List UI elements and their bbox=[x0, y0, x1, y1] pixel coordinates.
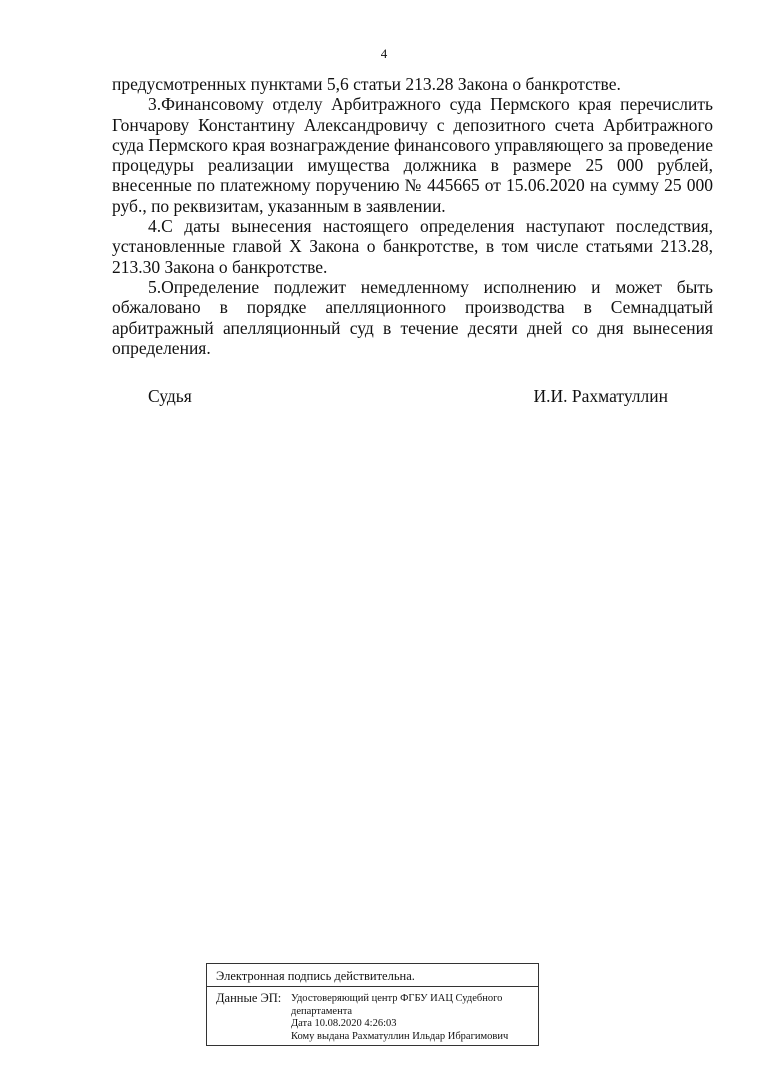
paragraph-5-appeal: 5.Определение подлежит немедленному исполнению и может быть обжаловано в порядке апелляционного производства в Семнадцатый арбитражный апелляционный суд в течение десяти дней со дня вынесения определения. bbox=[112, 276, 713, 358]
e-signature-label: Данные ЭП: bbox=[216, 991, 282, 1005]
e-signature-date: Дата 10.08.2020 4:26:03 bbox=[291, 1018, 397, 1029]
page-number: 4 bbox=[380, 46, 388, 61]
e-signature-details bbox=[291, 993, 508, 1043]
paragraph-3-payment: 3.Финансовому отделу Арбитражного суда Пермского края перечислить Гончарову Константину Александровичу с депозитного счета Арбитражного суда Пермского края вознаграждение финансового управляющего за проведение процедуры реализации имущества должника в размере 25 000 рублей, внесенные по платежному поручению № 445665 от 15.06.2020 на сумму 25 000 руб., по реквизитам, указанным в заявлении. bbox=[112, 94, 713, 216]
e-signature-stamp bbox=[206, 963, 539, 1046]
document-body bbox=[112, 74, 713, 358]
e-signature-issuer-line1: Удостоверяющий центр ФГБУ ИАЦ Судебного bbox=[291, 993, 503, 1004]
paragraph-4-consequences: 4.С даты вынесения настоящего определения наступают последствия, установленные главой X Закона о банкротстве, в том числе статьями 213.28, 213.30 Закона о банкротстве. bbox=[112, 216, 713, 277]
e-signature-issued-to: Кому выдана Рахматуллин Ильдар Ибрагимович bbox=[291, 1030, 509, 1042]
e-signature-status: Электронная подпись действительна. bbox=[216, 969, 415, 983]
signature-name: И.И. Рахматуллин bbox=[533, 386, 668, 406]
e-signature-issuer-line2: департамента bbox=[291, 1005, 353, 1017]
signature-role: Судья bbox=[148, 386, 192, 406]
paragraph-continuation: предусмотренных пунктами 5,6 статьи 213.28 Закона о банкротстве. bbox=[112, 74, 621, 94]
stamp-divider bbox=[207, 986, 538, 987]
